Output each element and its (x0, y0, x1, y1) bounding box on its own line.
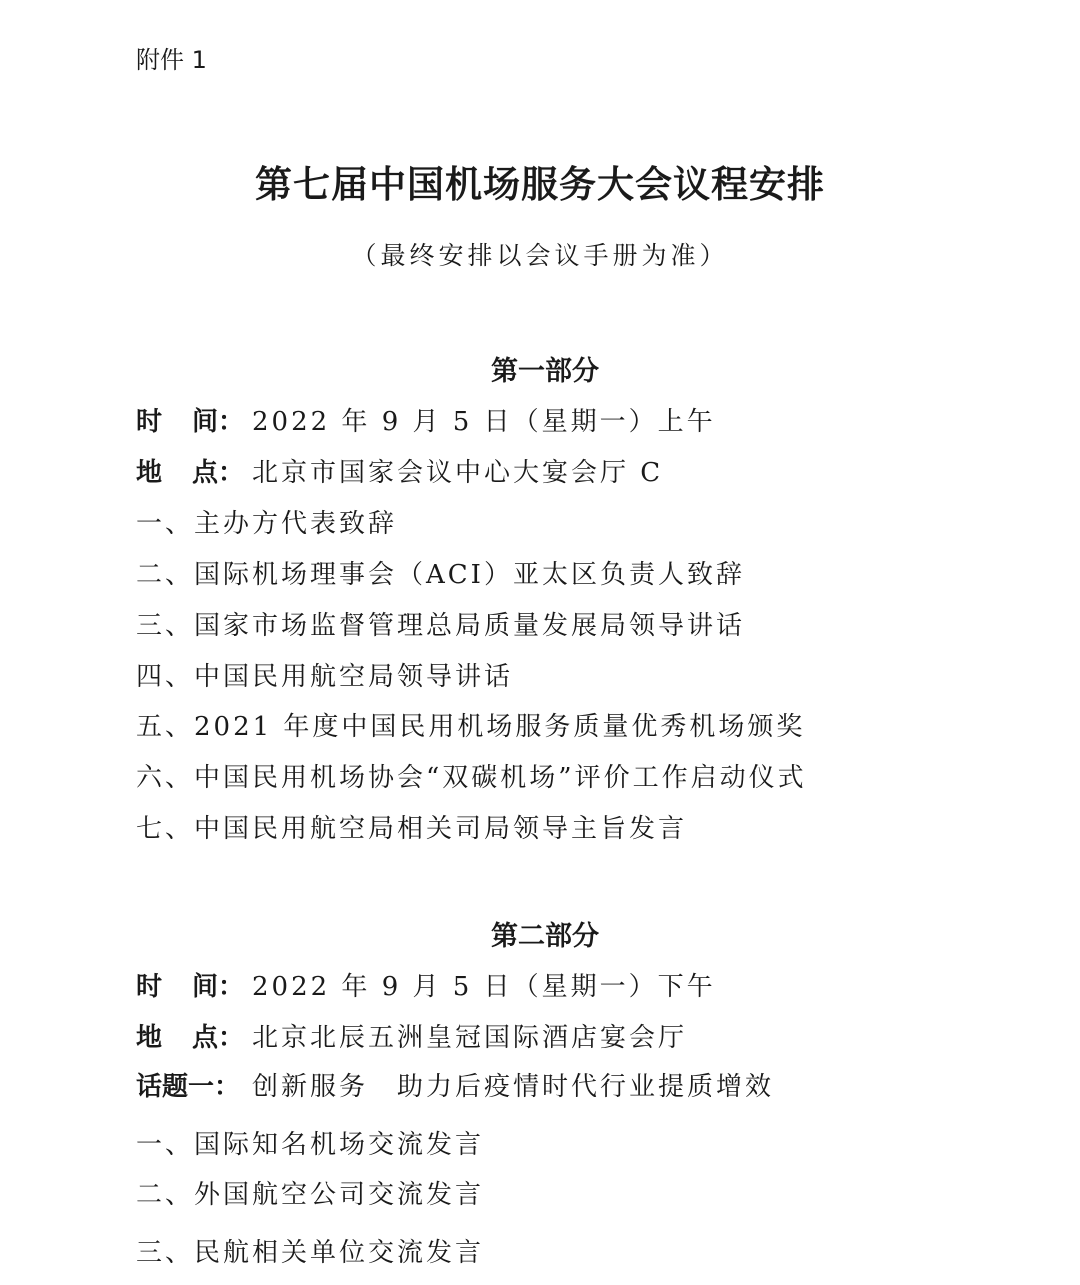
part1-place-line (136, 453, 663, 493)
part1-item: 四、中国民用航空局领导讲话 (136, 662, 514, 692)
part1-heading: 第一部分 (491, 356, 599, 387)
place-label: 地 点： (136, 458, 245, 488)
document-title: 第七届中国机场服务大会议程安排 (255, 163, 825, 206)
part2-item: 二、外国航空公司交流发言 (136, 1180, 485, 1210)
part1-item: 一、主办方代表致辞 (136, 509, 398, 539)
part2-heading: 第二部分 (491, 921, 599, 952)
part2-item: 一、国际知名机场交流发言 (136, 1130, 485, 1160)
part2-time-value: 2022 年 9 月 5 日（星期一）下午 (252, 972, 716, 1002)
time-label: 时 间： (136, 407, 245, 437)
part2-topic-line (136, 1067, 774, 1107)
part2-time-line (136, 967, 716, 1007)
part2-place-line (136, 1018, 687, 1058)
part1-item: 二、国际机场理事会（ACI）亚太区负责人致辞 (136, 560, 745, 590)
part1-time-value: 2022 年 9 月 5 日（星期一）上午 (252, 407, 716, 437)
part1-place-value: 北京市国家会议中心大宴会厅 C (252, 458, 664, 488)
part2-topic-value: 创新服务 助力后疫情时代行业提质增效 (252, 1072, 775, 1102)
document-subtitle: （最终安排以会议手册为准） (351, 241, 729, 270)
part2-place-value: 北京北辰五洲皇冠国际酒店宴会厅 (252, 1023, 688, 1053)
topic-label: 话题一： (136, 1072, 241, 1102)
part1-item: 七、中国民用航空局相关司局领导主旨发言 (136, 814, 688, 844)
part1-item: 六、中国民用机场协会“双碳机场”评价工作启动仪式 (136, 763, 807, 793)
part1-item: 三、国家市场监督管理总局质量发展局领导讲话 (136, 611, 746, 641)
attachment-label: 附件 1 (136, 46, 207, 74)
part1-item: 五、2021 年度中国民用机场服务质量优秀机场颁奖 (136, 712, 806, 742)
place-label: 地 点： (136, 1023, 245, 1053)
part2-item: 三、民航相关单位交流发言 (136, 1238, 485, 1268)
part1-time-line (136, 402, 716, 442)
time-label: 时 间： (136, 972, 245, 1002)
